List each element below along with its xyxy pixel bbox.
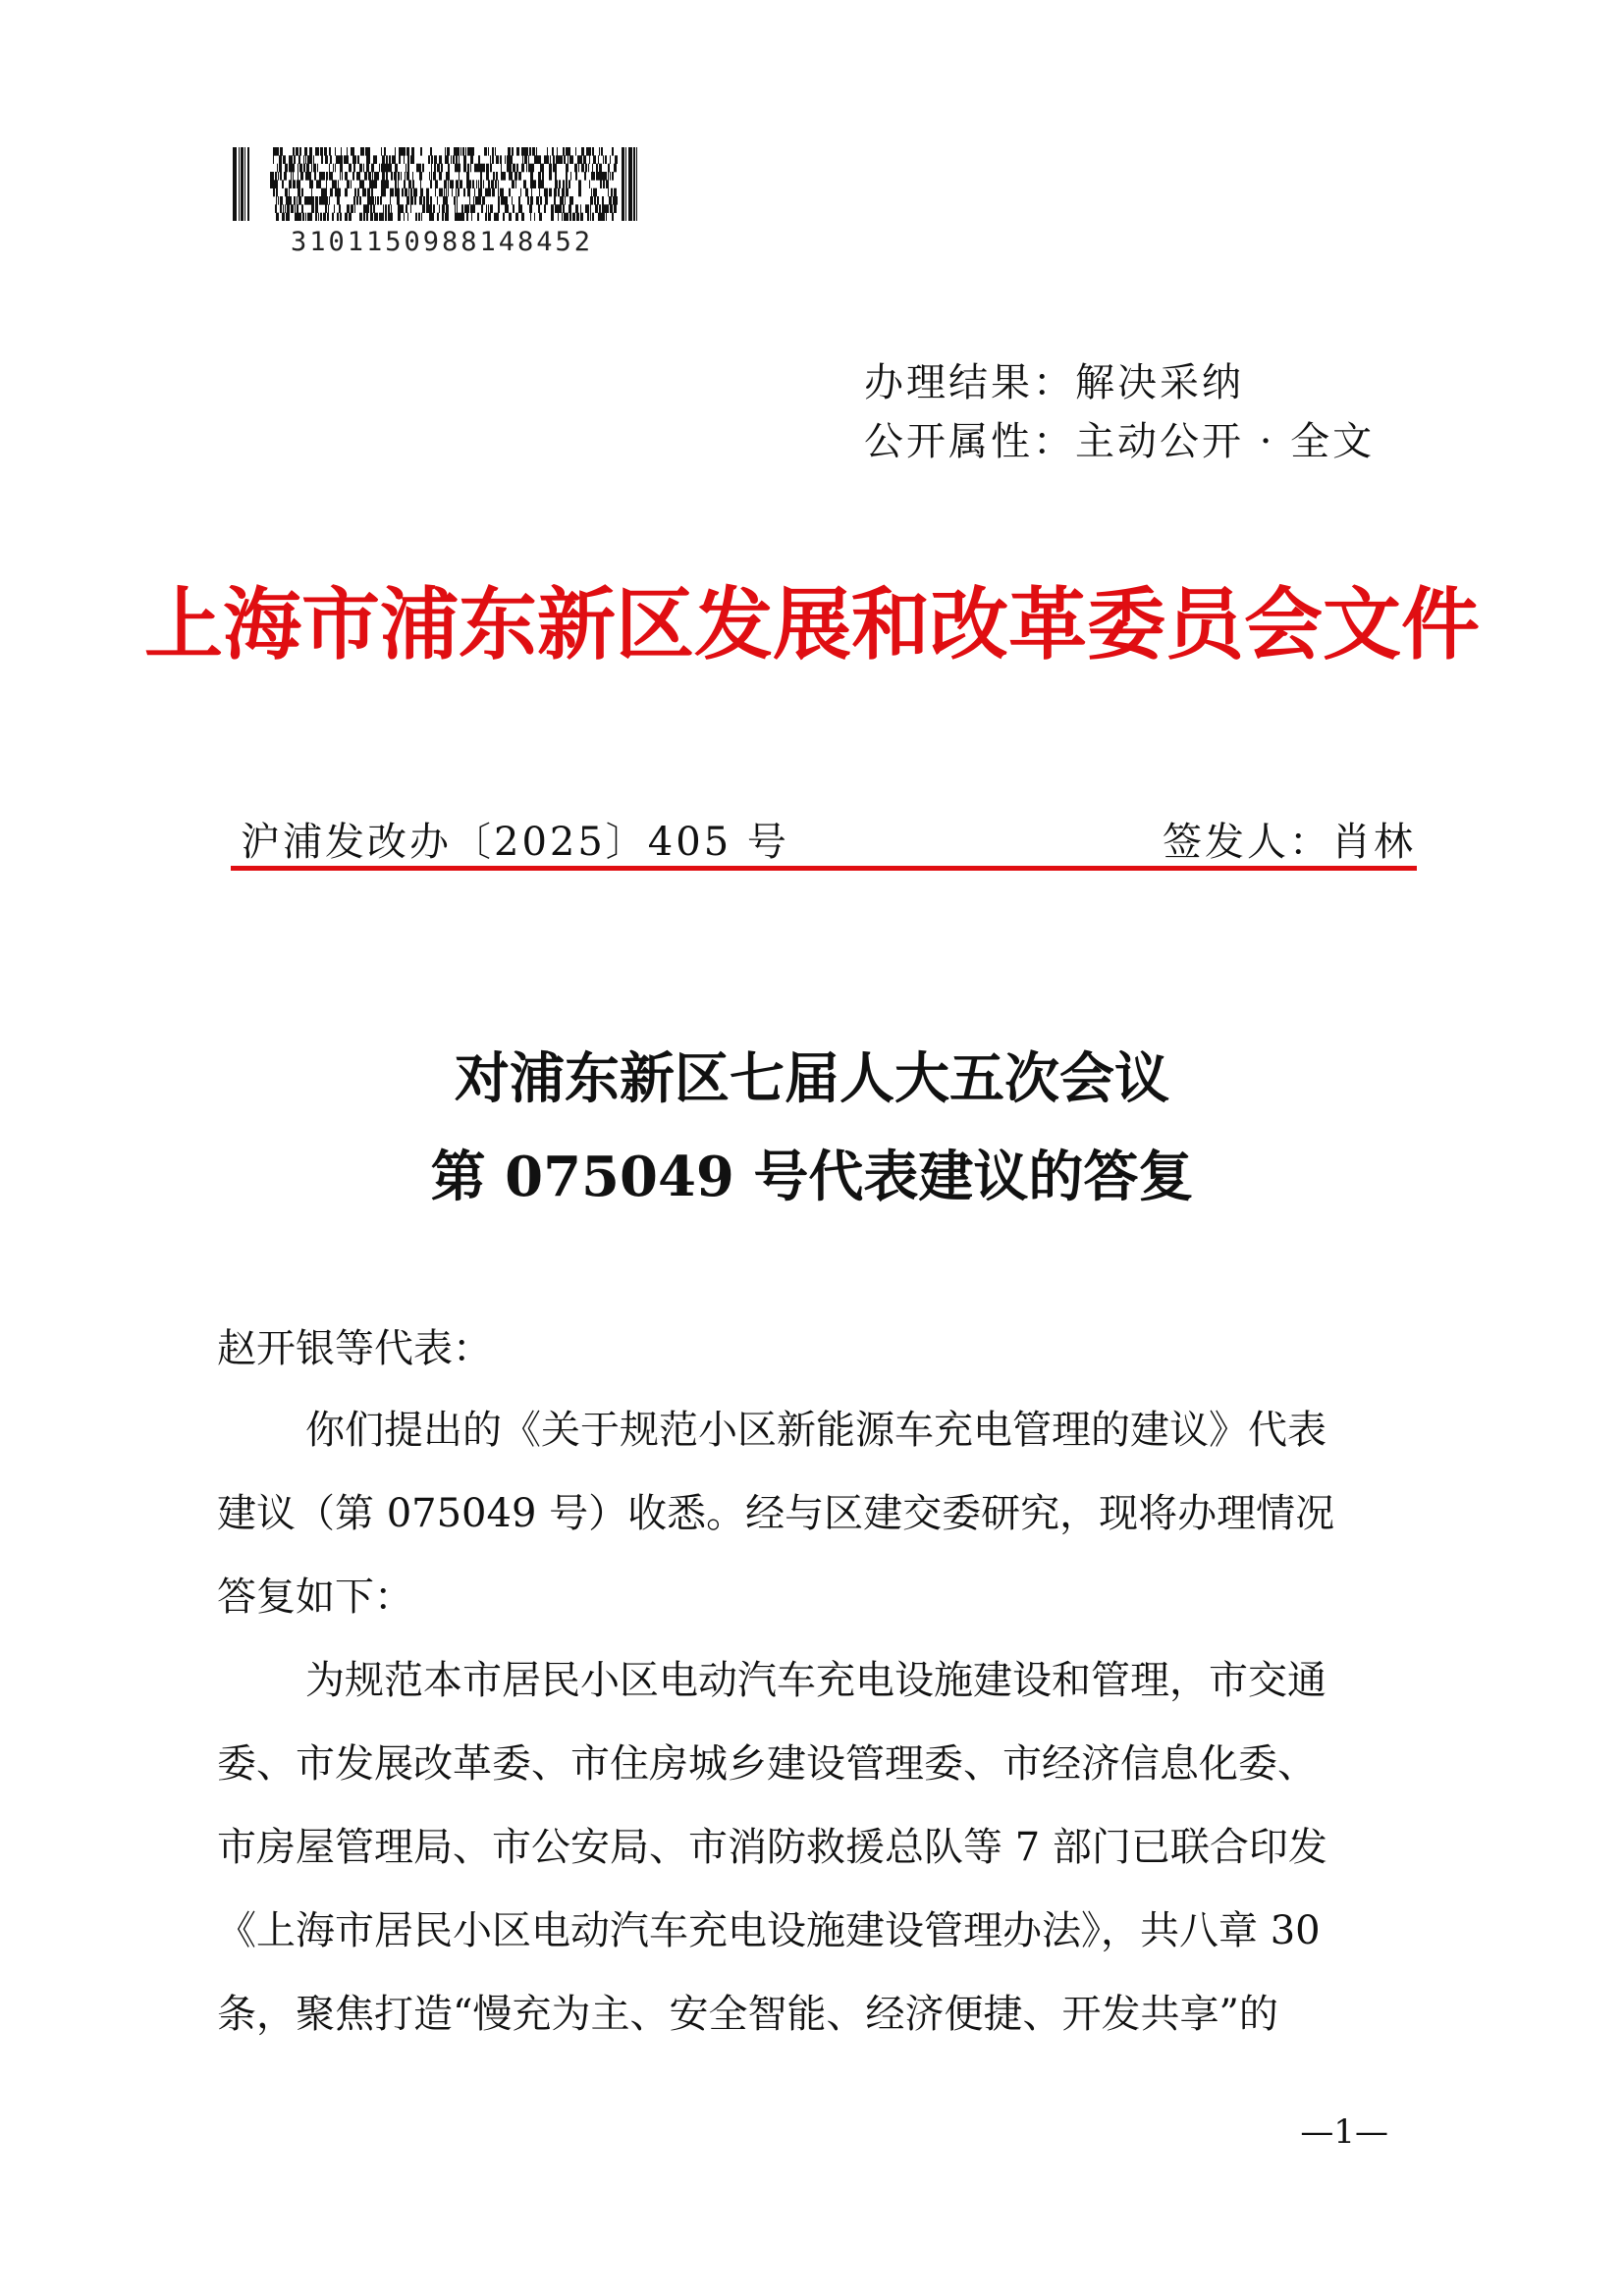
salutation: 赵开银等代表： (217, 1326, 492, 1371)
body-text-line: 答复如下： (217, 1575, 413, 1620)
document-title-line-2: 第 075049 号代表建议的答复 (430, 1145, 1194, 1209)
document-title-line-1: 对浦东新区七届人大五次会议 (455, 1046, 1169, 1111)
disclosure-attribute: 公开属性：主动公开 · 全文 (864, 419, 1376, 464)
handling-result: 办理结果：解决采纳 (864, 360, 1244, 405)
body-text-line: 建议（第 075049 号）收悉。经与区建交委研究，现将办理情况 (217, 1491, 1335, 1536)
body-text-line: 条，聚焦打造“慢充为主、安全智能、经济便捷、开发共享”的 (217, 1992, 1278, 2037)
body-text-line: 委、市发展改革委、市住房城乡建设管理委、市经济信息化委、 (217, 1741, 1317, 1787)
body-text-line: 市房屋管理局、市公安局、市消防救援总队等 7 部门已联合印发 (217, 1825, 1327, 1870)
body-text-line: 为规范本市居民小区电动汽车充电设施建设和管理，市交通 (305, 1658, 1326, 1703)
barcode-number: 3101150988148452 (290, 227, 594, 257)
issuer-header-title: 上海市浦东新区发展和改革委员会文件 (144, 578, 1480, 670)
page-number: —1— (1300, 2112, 1388, 2152)
barcode (231, 147, 653, 257)
body-text-line: 你们提出的《关于规范小区新能源车充电管理的建议》代表 (305, 1408, 1326, 1453)
document-number: 沪浦发改办〔2025〕405 号 (241, 820, 789, 865)
document-signer: 签发人：肖林 (1163, 820, 1416, 865)
barcode-graphic (231, 147, 653, 221)
header-red-rule (231, 866, 1417, 871)
body-text-line: 《上海市居民小区电动汽车充电设施建设管理办法》，共八章 30 (217, 1908, 1321, 1953)
